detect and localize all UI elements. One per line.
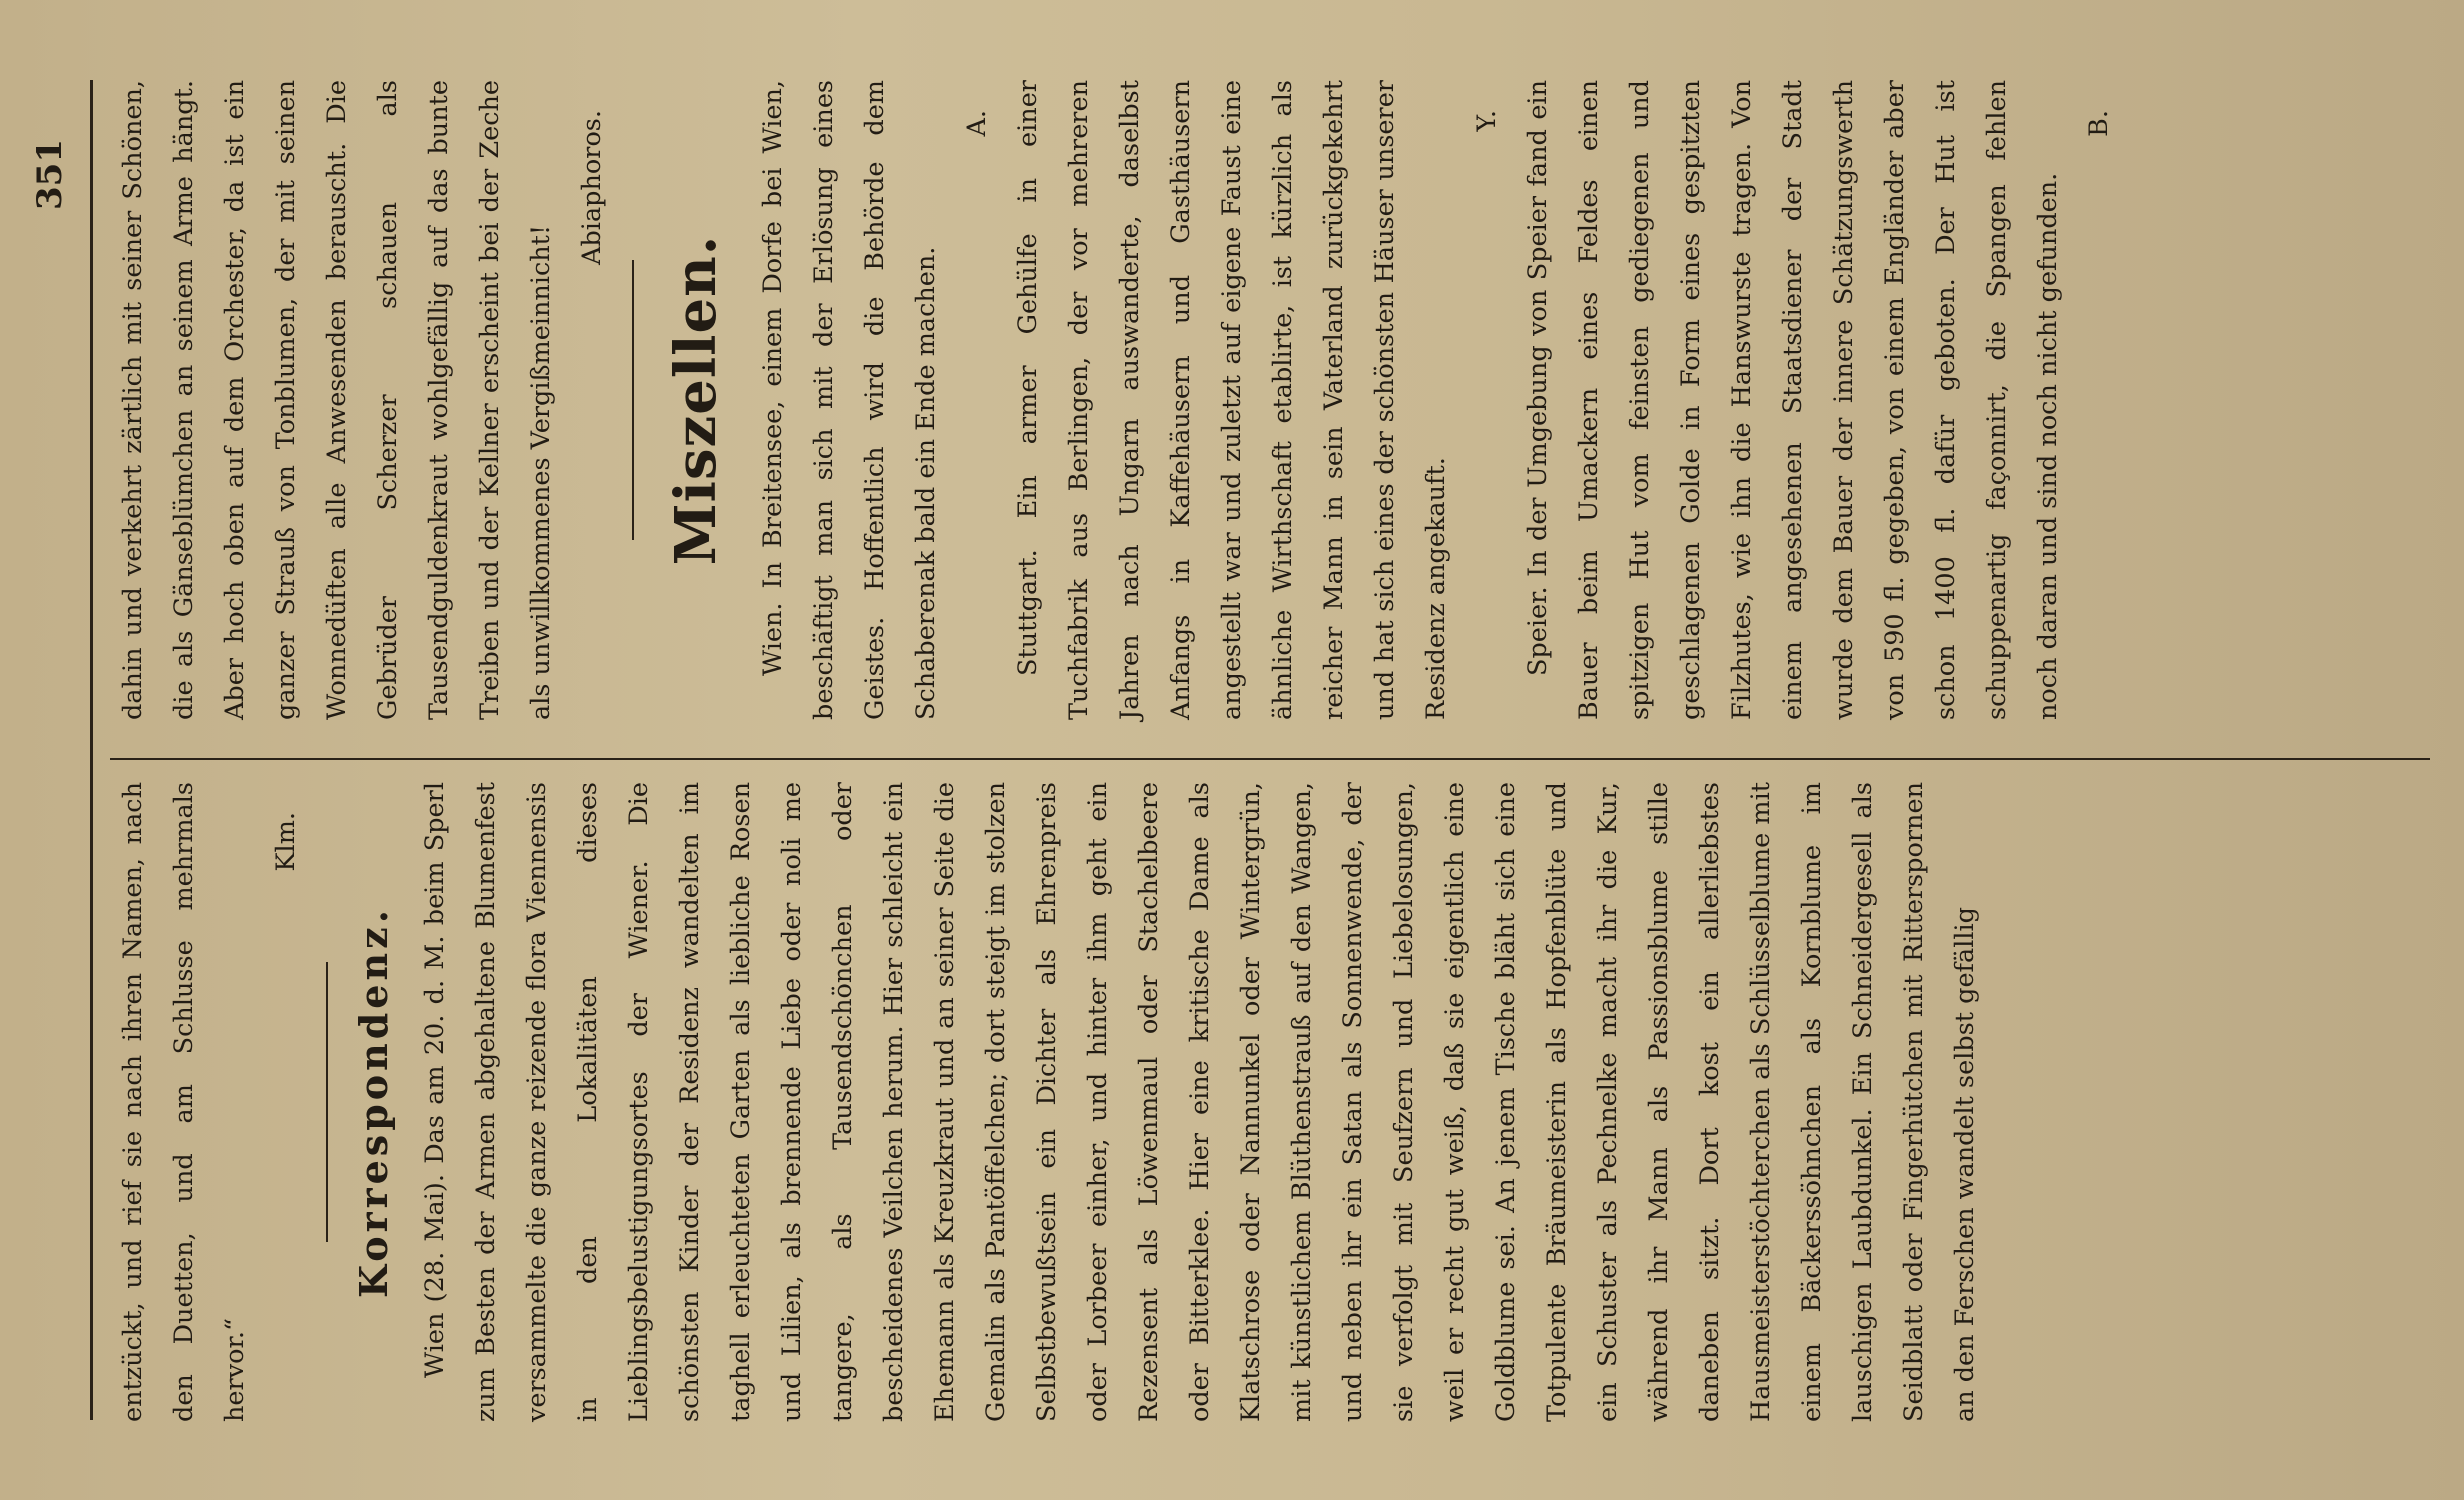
paragraph-speier: Speier. In der Umgebung von Speier fand ein Bauer beim Umackern eines Feldes einen spitzigen Hut vom feinsten gediegenen und geschlagenen Golde in Form eines gespitzten Filzhutes, wie ihn die Hanswurste tragen. Von einem angesehenen Staatsdiener der Stadt wurde dem Bauer der innere Schätzungswerth von 590 fl. gegeben, von einem Engländer aber schon 1400 fl. dafür geboten. Der Hut ist schuppenartig façonnirt, die Spangen fehlen noch daran und sind noch nicht gefunden. <box>1523 80 2063 720</box>
paragraph-wien-breitensee: Wien. In Breitensee, einem Dorfe bei Wien, beschäftigt man sich mit der Erlösung eines Geistes. Hoffentlich wird die Behörde dem Schaberenak bald ein Ende machen. <box>758 80 941 720</box>
paragraph-blumenfest-end: dahin und verkehrt zärtlich mit seiner Schönen, die als Gänseblümchen an seinem Arme hängt. Aber hoch oben auf dem Orchester, da ist ein ganzer Strauß von Tonblumen, der mit seinen Wonnedüften alle Anwesenden berauscht. Die Gebrüder Scherzer schauen als Tausendguldenkraut wohlgefällig auf das bunte Treiben und der Kellner erscheint bei der Zeche als unwillkommenes Vergißmeinnicht! <box>118 80 556 720</box>
heading-korrespondenz: Korrespondenz. <box>351 906 396 1298</box>
column-divider <box>110 758 2430 760</box>
header-rule <box>90 80 93 1420</box>
signature-y: Y. <box>1472 110 1502 132</box>
signature-a: A. <box>962 110 992 137</box>
section-rule <box>632 260 634 540</box>
heading-miszellen: Miszellen. <box>663 234 729 566</box>
right-column <box>108 80 2125 720</box>
signature-abiaphoros: Abiaphoros. <box>577 110 607 265</box>
signature-klm: Klm. <box>271 812 301 872</box>
left-column <box>108 782 1991 1422</box>
paragraph-stuttgart: Stuttgart. Ein armer Gehülfe in einer Tuchfabrik aus Berlingen, der vor mehreren Jahren nach Ungarn auswanderte, daselbst Anfangs in Kaffehäusern und Gasthäusern angestellt war und zuletzt auf eigene Faust eine ähnliche Wirthschaft etablirte, ist kürzlich als reicher Mann in sein Vaterland zurückgekehrt und hat sich eines der schönsten Häuser unserer Residenz angekauft. <box>1013 80 1451 720</box>
signature-b: B. <box>2084 110 2114 137</box>
section-rule <box>326 962 328 1242</box>
paragraph-review-end: entzückt, und rief sie nach ihren Namen, nach den Duetten, und am Schlusse mehrmals hervor.“ <box>118 782 250 1422</box>
page-number: 351 <box>30 139 70 210</box>
paragraph-wien-blumenfest: Wien (28. Mai). Das am 20. d. M. beim Sperl zum Besten der Armen abgehaltene Blumenfest versammelte die ganze reizende flora Viennensis in den Lokalitäten dieses Lieblingsbelustigungsortes der Wiener. Die schönsten Kinder der Residenz wandelten im taghell erleuchteten Garten als liebliche Rosen und Lilien, als brennende Liebe oder noli me tangere, als Tausendschönchen oder bescheidenes Veilchen herum. Hier schleicht ein Ehemann als Kreuzkraut und an seiner Seite die Gemalin als Pantöffelchen; dort steigt im stolzen Selbstbewußtsein ein Dichter als Ehrenpreis oder Lorbeer einher, und hinter ihm geht ein Rezensent als Löwenmaul oder Stachelbeere oder Bitterklee. Hier eine kritische Dame als Klatschrose oder Nannunkel oder Wintergrün, mit künstlichem Blüthenstrauß auf den Wangen, und neben ihr ein Satan als Sonnenwende, der sie verfolgt mit Seufzern und Liebelosungen, weil er recht gut weiß, daß sie eigentlich eine Goldblume sei. An jenem Tische bläht sich eine Totpulente Bräumeisterin als Hopfenblüte und ein Schuster als Pechnelke macht ihr die Kur, während ihr Mann als Passionsblume stille daneben sitzt. Dort kost ein allerliebstes Hausmeisterstöchterchen als Schlüsselblume mit einem Bäckerssöhnchen als Kornblume im lauschigen Laubdunkel. Ein Schneidergesell als Seidblatt oder Fingerhütchen mit Ritterspornen an den Ferschen wandelt selbst gefällig <box>420 782 1980 1422</box>
